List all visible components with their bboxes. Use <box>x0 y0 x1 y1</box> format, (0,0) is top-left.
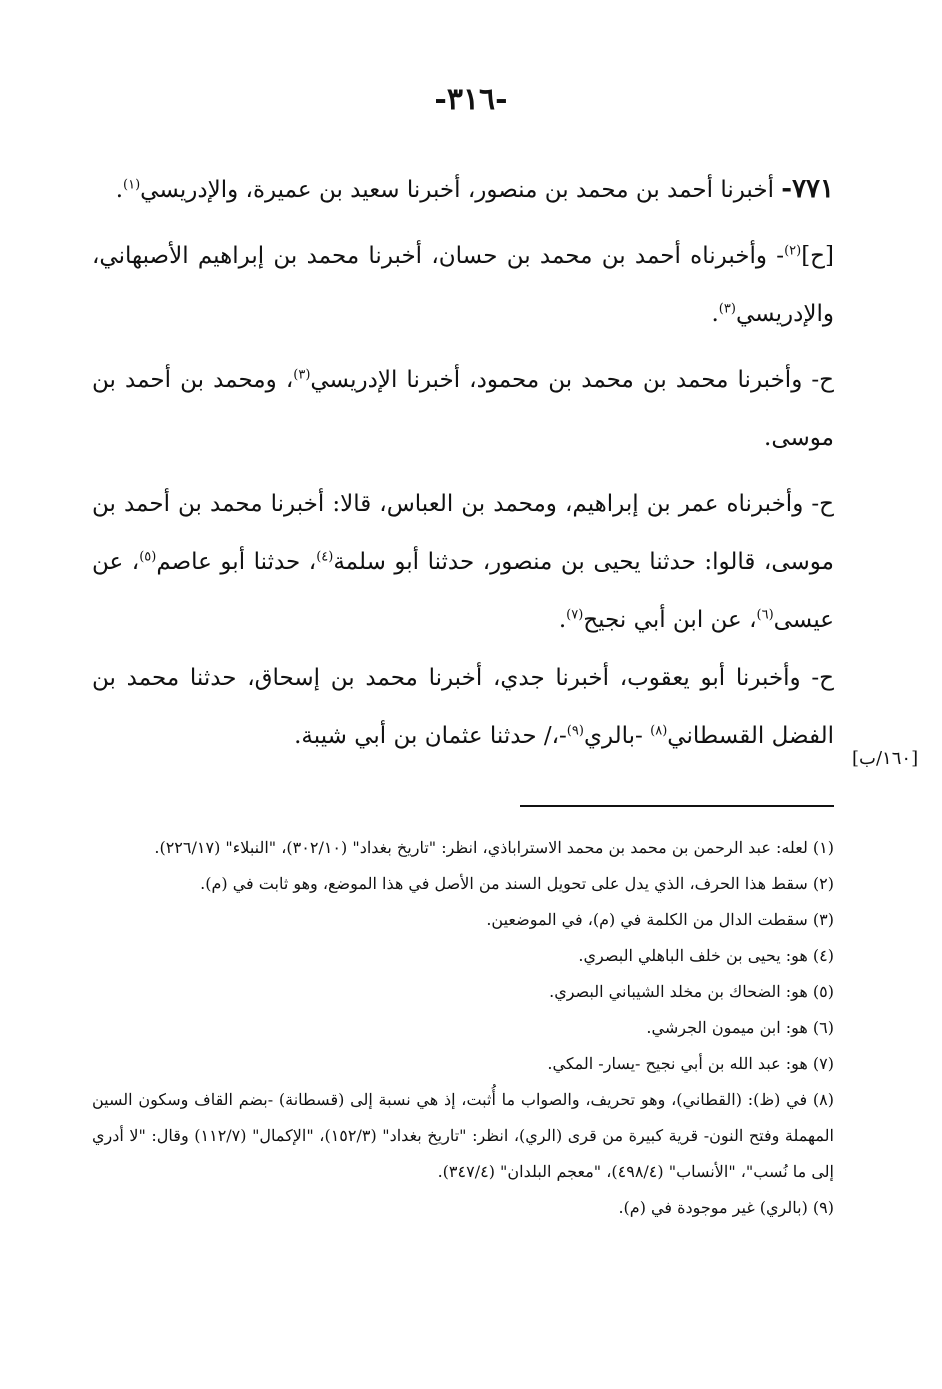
footnote-ref: (٨) <box>650 723 668 739</box>
footnotes <box>92 830 834 1226</box>
text-segment: . <box>711 301 719 327</box>
footnote: (٧) هو: عبد الله بن أبي نجيح -يسار- المكي. <box>547 1054 834 1073</box>
paragraph-chain-4 <box>92 475 834 649</box>
footnote-divider <box>520 805 834 807</box>
footnote-ref: (١) <box>123 177 141 193</box>
manuscript-folio-marker: [١٦٠/ب] <box>852 748 919 769</box>
footnote: (٤) هو: يحيى بن خلف الباهلي البصري. <box>578 946 834 965</box>
page-number: -٣١٦- <box>434 82 508 117</box>
footnote: (٢) سقط هذا الحرف، الذي يدل على تحويل السند من الأصل في هذا الموضع، وهو ثابت في (م). <box>200 874 834 893</box>
footnote-ref: (٩) <box>566 723 584 739</box>
text-segment: ح- وأخبرناه عمر بن إبراهيم، ومحمد بن العباس، قالا: أخبرنا محمد بن أحمد بن موسى، قالوا: حدثنا يحيى بن منصور، حدثنا أبو سلمة <box>92 491 834 575</box>
text-segment: ، عن ابن أبي نجيح <box>583 607 757 633</box>
footnote: (١) لعله: عبد الرحمن بن محمد بن محمد الاستراباذي، انظر: "تاريخ بغداد" (٣٠٢/١٠)، "النبلاء" (٢٢٦/١٧). <box>154 838 834 857</box>
footnote-ref: (٣) <box>293 367 311 383</box>
hadith-text <box>92 160 834 765</box>
text-segment: ، حدثنا أبو عاصم <box>156 549 317 575</box>
footnote-ref: (٧) <box>566 607 584 623</box>
hadith-number: ٧٧١- <box>781 174 834 204</box>
paragraph-chain-2 <box>92 227 834 343</box>
text-segment: ، ومحمد بن أحمد بن موسى. <box>92 367 834 451</box>
footnote: (٥) هو: الضحاك بن مخلد الشيباني البصري. <box>549 982 834 1001</box>
footnote-ref: (٥) <box>139 549 157 565</box>
text-segment: - وأخبرناه أحمد بن محمد بن حسان، أخبرنا محمد بن إبراهيم الأصبهاني، والإدريسي <box>92 243 834 327</box>
footnote-ref: (٣) <box>718 301 736 317</box>
text-segment: [ح] <box>801 243 834 269</box>
paragraph-chain-5 <box>92 649 834 765</box>
text-segment: -،/ حدثنا عثمان بن أبي شيبة. <box>294 723 567 749</box>
paragraph-chain-3 <box>92 351 834 467</box>
footnote: (٣) سقطت الدال من الكلمة في (م)، في الموضعين. <box>486 910 834 929</box>
footnote: (٩) (بالري) غير موجودة في (م). <box>618 1198 834 1217</box>
text-segment: -بالري <box>583 723 651 749</box>
footnote: (٨) في (ظ): (القطاني)، وهو تحريف، والصواب ما أُثبت، إذ هي نسبة إلى (قسطانة) -بضم القاف وسكون السين المهملة وفتح النون- قرية كبيرة من قرى (الري)، انظر: "تاريخ بغداد" (١٥٢/٣)، "الإكمال" (١١٢/٧) وقال: "لا أدري إلى ما نُسب"، "الأنساب" (٤٩٨/٤)، "معجم البلدان" (٣٤٧/٤). <box>92 1090 835 1181</box>
paragraph-771 <box>92 160 834 219</box>
text-segment: ح- وأخبرنا أبو يعقوب، أخبرنا جدي، أخبرنا محمد بن إسحاق، حدثنا محمد بن الفضل القسطاني <box>92 665 834 749</box>
text-segment: ، عن عيسى <box>92 549 834 633</box>
footnote-ref: (٢) <box>784 243 802 259</box>
text-segment: ح- وأخبرنا محمد بن محمد بن محمود، أخبرنا الإدريسي <box>310 367 835 393</box>
text-segment: . <box>115 177 124 203</box>
text-segment: . <box>558 607 567 633</box>
footnote-ref: (٦) <box>756 607 774 623</box>
footnote-ref: (٤) <box>316 549 334 565</box>
text-segment: أخبرنا أحمد بن محمد بن منصور، أخبرنا سعيد بن عميرة، والإدريسي <box>140 177 782 203</box>
footnote: (٦) هو: ابن ميمون الجرشي. <box>646 1018 834 1037</box>
